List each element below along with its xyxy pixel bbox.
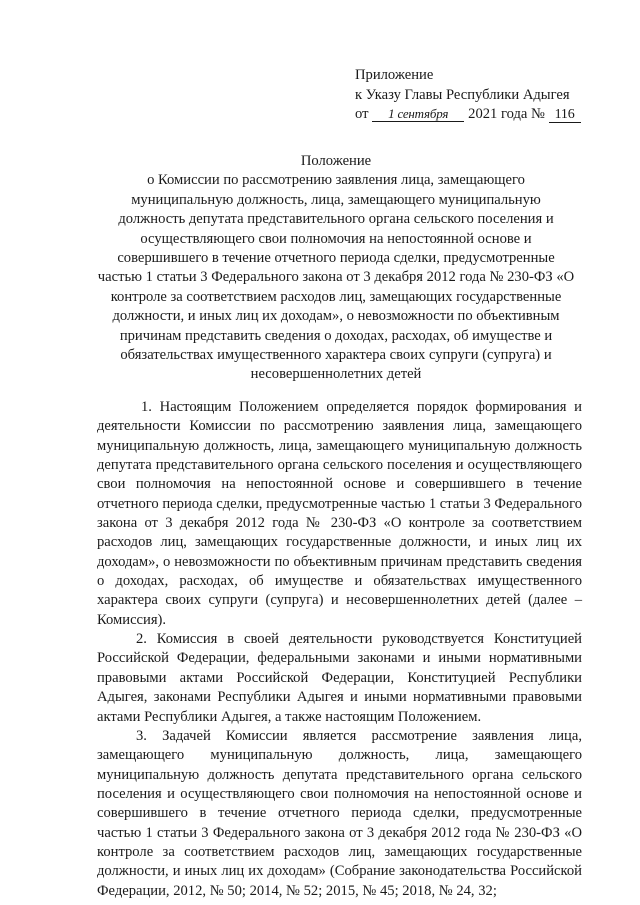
appendix-title: Приложение	[355, 67, 434, 83]
paragraph-1: 1. Настоящим Положением определяется порядок формирования и деятельности Комиссии по рассмотрению заявления лица, замещающего муниципальную должность, лица, замещающего муниципальную должность депутата представительного органа сельского поселения и осуществляющего свои полномочия на непостоянной основе и совершившего в течение отчетного периода сделки, предусмотренные частью 1 статьи 3 Федерального закона от 3 декабря 2012 года № 230-ФЗ «О контроле за соответствием расходов лиц, замещающих государственные должности, и иных лиц их доходам», о невозможности по объективным причинам представить сведения о доходах, расходах, об имуществе и обязательствах имущественного характера своих супруги (супруга) и несовершеннолетних детей (далее – Комиссия).	[97, 399, 582, 628]
decree-date: 1 сентября	[372, 106, 464, 122]
regulation-title	[96, 152, 576, 385]
regulation-body	[97, 398, 582, 901]
appendix-decree-reference: к Указу Главы Республики Адыгея	[355, 86, 570, 103]
year-label: 2021 года №	[468, 106, 545, 122]
paragraph-3: 3. Задачей Комиссии является рассмотрение заявления лица, замещающего муниципальную должность, лица, замещающего муниципальную должность депутата представительного органа сельского поселения и осуществляющего свои полномочия на непостоянной основе и совершившего в течение отчетного периода сделки, предусмотренные частью 1 статьи 3 Федерального закона от 3 декабря 2012 года № 230-ФЗ «О контроле за соответствием расходов лиц, замещающих государственные должности, и иных лиц их доходам» (Собрание законодательства Российской Федерации, 2012, № 50; 2014, № 52; 2015, № 45; 2018, № 24, 32;	[97, 727, 582, 899]
regulation-subtitle: о Комиссии по рассмотрению заявления лица, замещающего муниципальную должность, лица, замещающего муниципальную должность депутата представительного органа сельского поселения и осуществляющего свои полномочия на непостоянной основе и совершившего в течение отчетного периода сделки, предусмотренные частью 1 статьи 3 Федерального закона от 3 декабря 2012 года № 230-ФЗ «О контроле за соответствием расходов лиц, замещающих государственные должности, и иных лиц их доходам», о невозможности по объективным причинам представить сведения о доходах, расходах, об имуществе и обязательствах имущественного характера своих супруги (супруга) и несовершеннолетних детей	[97, 172, 575, 383]
appendix-header	[355, 66, 581, 125]
paragraph-2: 2. Комиссия в своей деятельности руководствуется Конституцией Российской Федерации, федеральными законами и иными нормативными правовыми актами Российской Федерации, Конституцией Республики Адыгея, законами Республики Адыгея и иными нормативными правовыми актами Республики Адыгея, а также настоящим Положением.	[97, 631, 582, 725]
from-label: от	[355, 106, 369, 122]
regulation-heading: Положение	[300, 153, 372, 169]
decree-number: 116	[549, 107, 581, 123]
appendix-date-line	[355, 105, 581, 125]
